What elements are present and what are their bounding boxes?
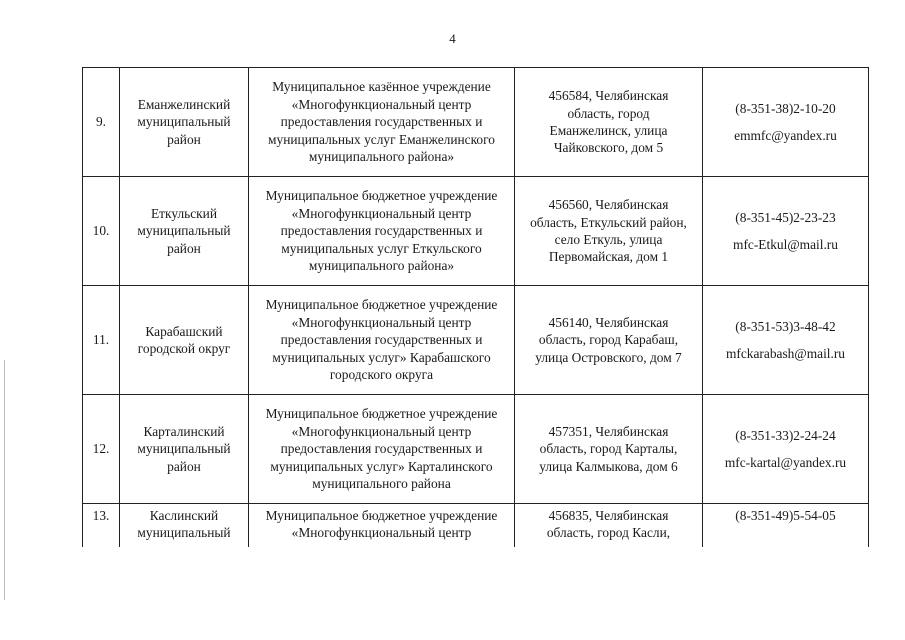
organization-cell-line: «Многофункциональный центр	[291, 205, 472, 221]
address-cell-line: 456140, Челябинская	[548, 314, 669, 330]
organization-cell-line: муниципальных услуг Еманжелинского	[268, 131, 495, 147]
organization-cell-line: предоставления государственных и	[280, 332, 483, 348]
address-cell-line: 456835, Челябинская	[548, 508, 669, 523]
district-cell	[120, 395, 249, 504]
page-number: 4	[449, 31, 456, 46]
district-cell	[120, 68, 249, 177]
district-cell-line: муниципальный	[137, 441, 231, 457]
organization-cell	[249, 177, 515, 286]
organization-cell-line: предоставления государственных и	[280, 223, 483, 239]
row-number-cell: 11.	[83, 286, 120, 395]
phone-number: (8-351-53)3-48-42	[735, 319, 836, 335]
address-cell-line: 457351, Челябинская	[548, 423, 669, 439]
phone-number: (8-351-49)5-54-05	[735, 508, 836, 523]
table-row	[83, 395, 869, 504]
phone-number: (8-351-33)2-24-24	[735, 428, 836, 444]
organization-cell-line: муниципальных услуг» Карталинского	[270, 458, 493, 474]
address-cell-line: область, город Карабаш,	[538, 332, 679, 348]
address-cell-line: село Еткуль, улица	[554, 232, 663, 247]
organization-cell-line: муниципального района»	[308, 258, 455, 274]
organization-cell-line: предоставления государственных и	[280, 114, 483, 130]
organization-cell-line: муниципального района»	[308, 149, 455, 165]
row-number-cell: 10.	[83, 177, 120, 286]
address-cell	[515, 286, 703, 395]
district-cell-line: район	[167, 458, 201, 474]
address-cell-line: улица Островского, дом 7	[535, 349, 682, 365]
address-cell-line: Еманжелинск, улица	[549, 123, 668, 138]
address-cell-line: область, город Карталы,	[539, 441, 678, 457]
address-cell-line: улица Калмыкова, дом 6	[539, 458, 678, 474]
district-cell-line: муниципальный	[137, 525, 231, 541]
table-row	[83, 68, 869, 177]
organization-cell-line: муниципального района	[312, 476, 451, 492]
district-cell	[120, 504, 249, 548]
table-row	[83, 504, 869, 548]
scan-edge-line	[4, 360, 5, 600]
organization-cell-line: «Многофункциональный центр	[291, 314, 472, 330]
address-cell	[515, 68, 703, 177]
contact-cell	[703, 177, 869, 286]
district-cell	[120, 286, 249, 395]
organization-cell-line: Муниципальное бюджетное учреждение	[265, 297, 498, 313]
organization-cell-line: Муниципальное казённое учреждение	[272, 79, 491, 95]
address-cell-line: область, город	[567, 105, 650, 121]
district-cell-line: Карталинский	[143, 423, 225, 439]
district-cell	[120, 177, 249, 286]
district-cell-line: Еткульский	[150, 205, 218, 221]
row-number-cell: 12.	[83, 395, 120, 504]
address-cell	[515, 504, 703, 548]
organization-cell-line: «Многофункциональный центр	[291, 423, 472, 439]
organization-cell-line: предоставления государственных и	[280, 441, 483, 457]
mfc-registry-table	[82, 67, 869, 547]
email-address: emmfc@yandex.ru	[734, 127, 837, 143]
registry-body	[83, 68, 869, 548]
organization-cell	[249, 286, 515, 395]
district-cell-line: район	[167, 240, 201, 256]
address-cell	[515, 177, 703, 286]
phone-number: (8-351-45)2-23-23	[735, 210, 836, 226]
organization-cell-line: городского округа	[329, 367, 434, 383]
table-row	[83, 286, 869, 395]
contact-cell	[703, 286, 869, 395]
row-number-cell: 13.	[83, 504, 120, 548]
address-cell-line: 456584, Челябинская	[548, 88, 669, 104]
district-cell-line: Каслинский	[149, 508, 219, 523]
email-address: mfc-Etkul@mail.ru	[733, 236, 838, 252]
table-row	[83, 177, 869, 286]
organization-cell	[249, 504, 515, 548]
organization-cell-line: «Многофункциональный центр	[291, 525, 472, 541]
address-cell-line: Чайковского, дом 5	[553, 140, 664, 156]
address-cell-line: область, Еткульский район,	[530, 214, 687, 230]
phone-number: (8-351-38)2-10-20	[735, 101, 836, 117]
contact-cell	[703, 395, 869, 504]
address-cell-line: 456560, Челябинская	[548, 197, 669, 213]
address-cell	[515, 395, 703, 504]
organization-cell-line: «Многофункциональный центр	[291, 96, 472, 112]
organization-cell	[249, 395, 515, 504]
email-address: mfc-kartal@yandex.ru	[724, 454, 847, 470]
district-cell-line: муниципальный	[137, 223, 231, 239]
contact-cell	[703, 504, 869, 548]
organization-cell	[249, 68, 515, 177]
email-address: mfckarabash@mail.ru	[725, 345, 846, 361]
address-cell-line: Первомайская, дом 1	[548, 249, 669, 265]
organization-cell-line: Муниципальное бюджетное учреждение	[265, 188, 498, 204]
row-number-cell: 9.	[83, 68, 120, 177]
organization-cell-line: Муниципальное бюджетное учреждение	[265, 406, 498, 422]
address-cell-line: область, город Касли,	[546, 525, 671, 541]
organization-cell-line: Муниципальное бюджетное учреждение	[265, 508, 498, 523]
contact-cell	[703, 68, 869, 177]
district-cell-line: городской округ	[137, 341, 231, 356]
district-cell-line: Еманжелинский	[137, 96, 231, 112]
district-cell-line: район	[167, 131, 201, 147]
district-cell-line: Карабашский	[145, 323, 223, 339]
district-cell-line: муниципальный	[137, 114, 231, 130]
organization-cell-line: муниципальных услуг» Карабашского	[272, 349, 491, 365]
organization-cell-line: муниципальных услуг Еткульского	[281, 240, 482, 256]
